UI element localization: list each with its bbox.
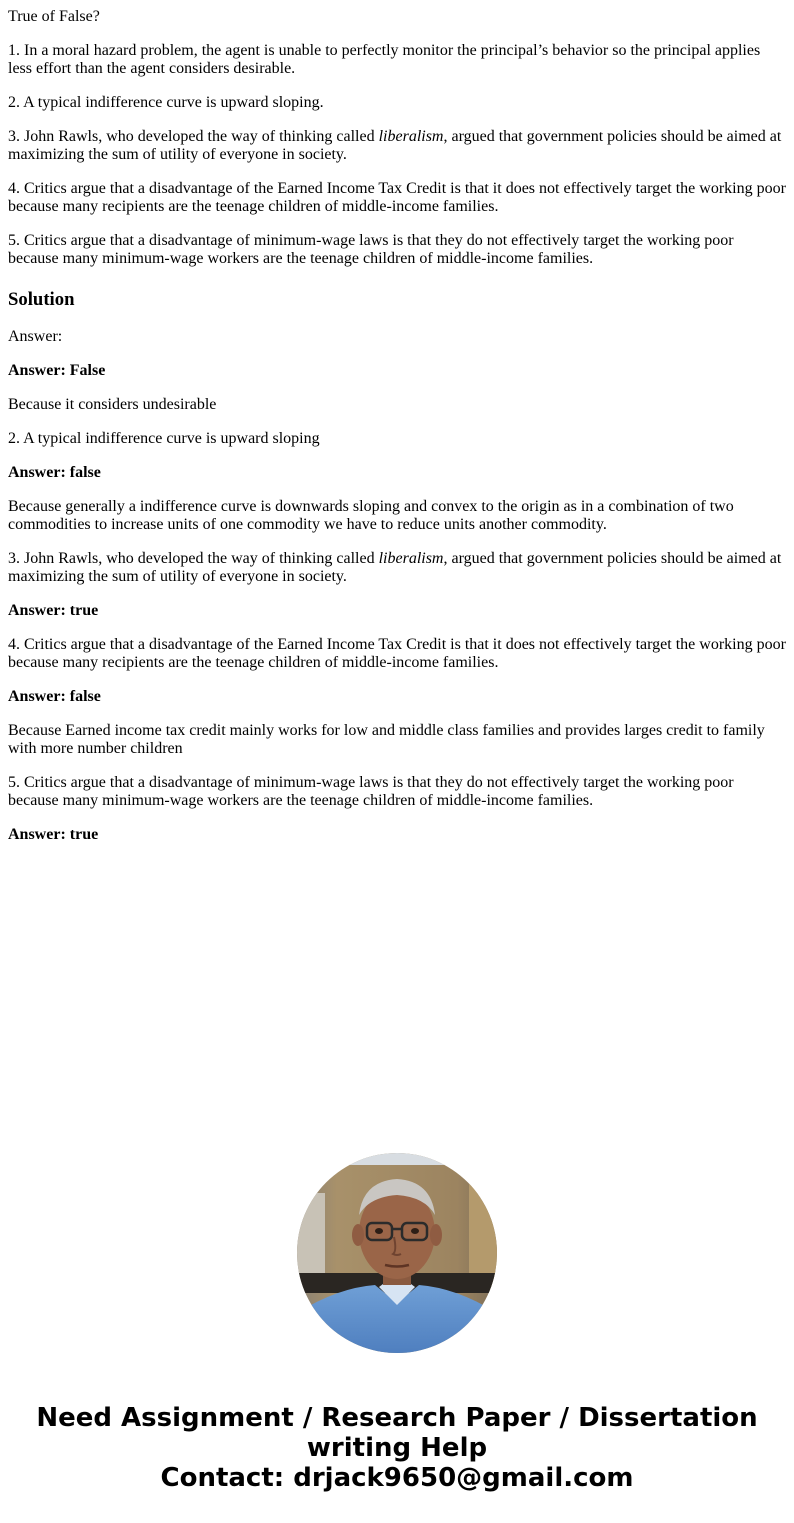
- answer-4: [8, 688, 788, 706]
- answer-5: [8, 826, 788, 844]
- answer-4-label: Answer: false: [8, 688, 101, 705]
- question-2: 2. A typical indifference curve is upward sloping.: [8, 94, 324, 111]
- author-avatar: [297, 1153, 497, 1353]
- promo-line-2: writing Help: [306, 1433, 488, 1463]
- question-3-emphasis: liberalism: [378, 128, 444, 145]
- answer-intro: Answer:: [8, 328, 63, 345]
- solution-question-3: [8, 550, 788, 586]
- question-1: 1. In a moral hazard problem, the agent is unable to perfectly monitor the principal’s behavior so the principal applies less effort than the agent considers desirable.: [8, 42, 761, 77]
- promo-line-1: Need Assignment / Research Paper / Dissertation: [36, 1403, 758, 1433]
- answer-2: [8, 464, 788, 482]
- solution-heading: Solution: [8, 289, 75, 310]
- promo-contact: Contact: drjack9650@gmail.com: [160, 1463, 634, 1493]
- answer-2-label: Answer: false: [8, 464, 101, 481]
- question-3-text-end: , argued that government policies should be aimed at maximizing the sum of utility of everyone in society.: [8, 128, 782, 163]
- question-5: 5. Critics argue that a disadvantage of minimum-wage laws is that they do not effectively target the working poor because many minimum-wage workers are the teenage children of middle-income families.: [8, 232, 734, 267]
- answer-3-label: Answer: true: [8, 602, 99, 619]
- answer-2-reason: Because generally a indifference curve is downwards sloping and convex to the origin as in a combination of two commodities to increase units of one commodity we have to reduce units another commodity.: [8, 498, 734, 533]
- answer-5-label: Answer: true: [8, 826, 99, 843]
- solution-question-3-emphasis: liberalism: [378, 550, 444, 567]
- solution-question-3-text-end: , argued that government policies should be aimed at maximizing the sum of utility of everyone in society.: [8, 550, 782, 585]
- promo-footer: [0, 1403, 794, 1493]
- solution-question-2: 2. A typical indifference curve is upward sloping: [8, 430, 320, 447]
- solution-question-3-text-start: 3. John Rawls, who developed the way of thinking called: [8, 550, 379, 567]
- answer-1: [8, 362, 788, 380]
- solution-question-5: 5. Critics argue that a disadvantage of minimum-wage laws is that they do not effectively target the working poor because many minimum-wage workers are the teenage children of middle-income families.: [8, 774, 734, 809]
- answer-4-reason: Because Earned income tax credit mainly works for low and middle class families and provides larges credit to family with more number children: [8, 722, 765, 757]
- document-body: [8, 8, 788, 860]
- answer-1-reason: Because it considers undesirable: [8, 396, 217, 413]
- author-portrait-image: [297, 1153, 497, 1353]
- answer-3: [8, 602, 788, 620]
- solution-question-4: 4. Critics argue that a disadvantage of the Earned Income Tax Credit is that it does not effectively target the working poor because many recipients are the teenage children of middle-income families.: [8, 636, 786, 671]
- question-header: True of False?: [8, 8, 100, 25]
- answer-1-label: Answer: False: [8, 362, 106, 379]
- question-3-text-start: 3. John Rawls, who developed the way of thinking called: [8, 128, 379, 145]
- question-4: 4. Critics argue that a disadvantage of the Earned Income Tax Credit is that it does not effectively target the working poor because many recipients are the teenage children of middle-income families.: [8, 180, 786, 215]
- question-3: [8, 128, 788, 164]
